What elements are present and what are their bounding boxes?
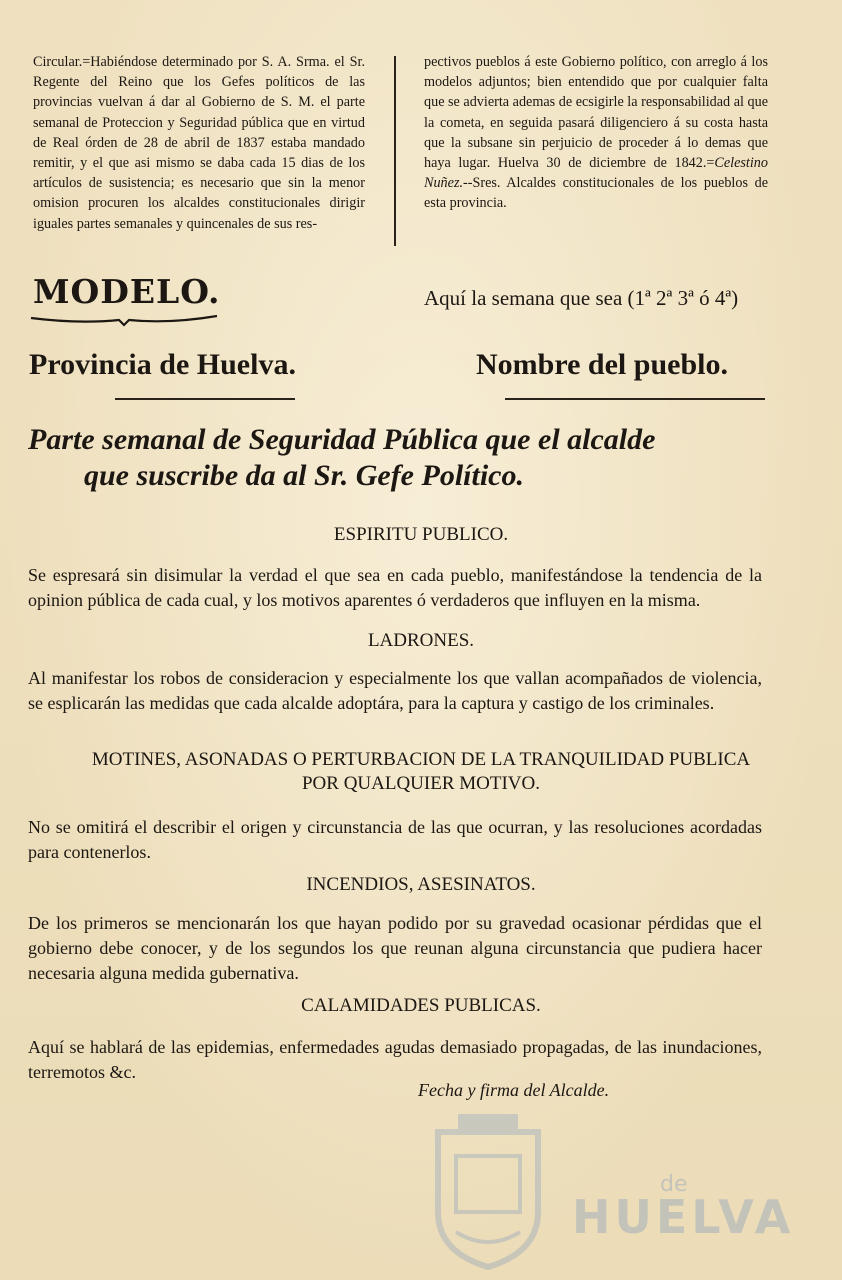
modelo-heading: MODELO.: [33, 272, 221, 311]
section-text: Se espresará sin disimular la verdad el que sea en cada pueblo, manifestándose la tendencia de la opinion pública de cada cual, y los motivos aparentes ó verdaderos que influyen en la misma.: [28, 565, 762, 610]
signatory-name: Celestino Nuñez.: [424, 155, 768, 192]
section-heading-ladrones: LADRONES.: [367, 630, 475, 651]
circular-right-text-b: --Sres. Alcaldes constitucionales de los pueblos de esta provincia.: [424, 175, 768, 212]
provincia-heading: Provincia de Huelva.: [29, 348, 296, 381]
section-text-incendios: [28, 911, 762, 986]
semana-placeholder: Aquí la semana que sea (1ª 2ª 3ª ó 4ª): [424, 286, 739, 310]
column-divider: [394, 56, 396, 246]
section-heading-motines-2: POR QUALQUIER MOTIVO.: [301, 773, 541, 794]
circular-left-text: Circular.=Habiéndose determinado por S. A. Srma. el Sr. Regente del Reino que los Gefes políticos de las provincias vuelvan á dar al Gobierno de S. M. el parte semanal de Proteccion y Seguridad pública que en virtud de Real órden de 28 de abril de 1837 estaba mandado remitir, y el que asi mismo se daba cada 15 dias de los artículos de susistencia; es necesario que sin la menor omision procuren los alcaldes constitucionales dirigir iguales partes semanales y quincenales de sus res-: [33, 54, 365, 232]
title-line-1: Parte semanal de Seguridad Pública que el alcalde: [28, 423, 656, 456]
archive-seal-icon: [428, 1112, 548, 1272]
section-text: De los primeros se mencionarán los que hayan podido por su gravedad ocasionar pérdidas que el gobierno debe conocer, y de los segundos los que reunan alguna circunstancia que pudiera hacer necesaria alguna medida gubernativa.: [28, 913, 762, 983]
section-heading-motines: MOTINES, ASONADAS O PERTURBACION DE LA TRANQUILIDAD PUBLICA: [91, 749, 751, 770]
watermark-text: HUELVA: [572, 1190, 795, 1244]
circular-right-text-a: pectivos pueblos á este Gobierno político, con arreglo á los modelos adjuntos; bien entendido que por cualquier falta que se advierta ademas de ecsigirle la responsabilidad al que la cometa, en seguida pasará diligenciero á su costa hasta que la subsane sin perjuicio de proceder á lo demas que haya lugar. Huelva 30 de diciembre de 1842.=: [424, 54, 768, 172]
section-text-motines: [28, 815, 762, 865]
watermark-small-text: de: [660, 1172, 688, 1197]
section-text: Aquí se hablará de las epidemias, enfermedades agudas demasiado propagadas, de las inundaciones, terremotos &c.: [28, 1037, 762, 1082]
section-heading-incendios: INCENDIOS, ASESINATOS.: [306, 874, 536, 895]
provincia-rule: [115, 397, 295, 401]
title-line-2: que suscribe da al Sr. Gefe Político.: [84, 459, 524, 492]
document-title: [28, 422, 788, 494]
section-text: No se omitirá el describir el origen y circunstancia de las que ocurran, y las resoluciones acordadas para contenerlos.: [28, 817, 762, 862]
circular-left-column: [33, 52, 365, 234]
modelo-ornament: [29, 312, 219, 328]
section-heading-calamidades: CALAMIDADES PUBLICAS.: [301, 995, 541, 1016]
circular-right-text: [424, 52, 768, 214]
section-text-espiritu: [28, 563, 762, 613]
firma-line: Fecha y firma del Alcalde.: [418, 1080, 610, 1100]
pueblo-rule: [505, 397, 765, 401]
circular-right-column: [424, 52, 768, 214]
pueblo-heading: Nombre del pueblo.: [476, 348, 728, 381]
section-text: Al manifestar los robos de consideracion y especialmente los que vallan acompañados de violencia, se esplicarán las medidas que cada alcalde adoptára, para la captura y castigo de los criminales.: [28, 668, 762, 713]
section-heading-espiritu: ESPIRITU PUBLICO.: [333, 524, 509, 545]
section-text-calamidades: [28, 1035, 762, 1085]
section-text-ladrones: [28, 666, 762, 716]
